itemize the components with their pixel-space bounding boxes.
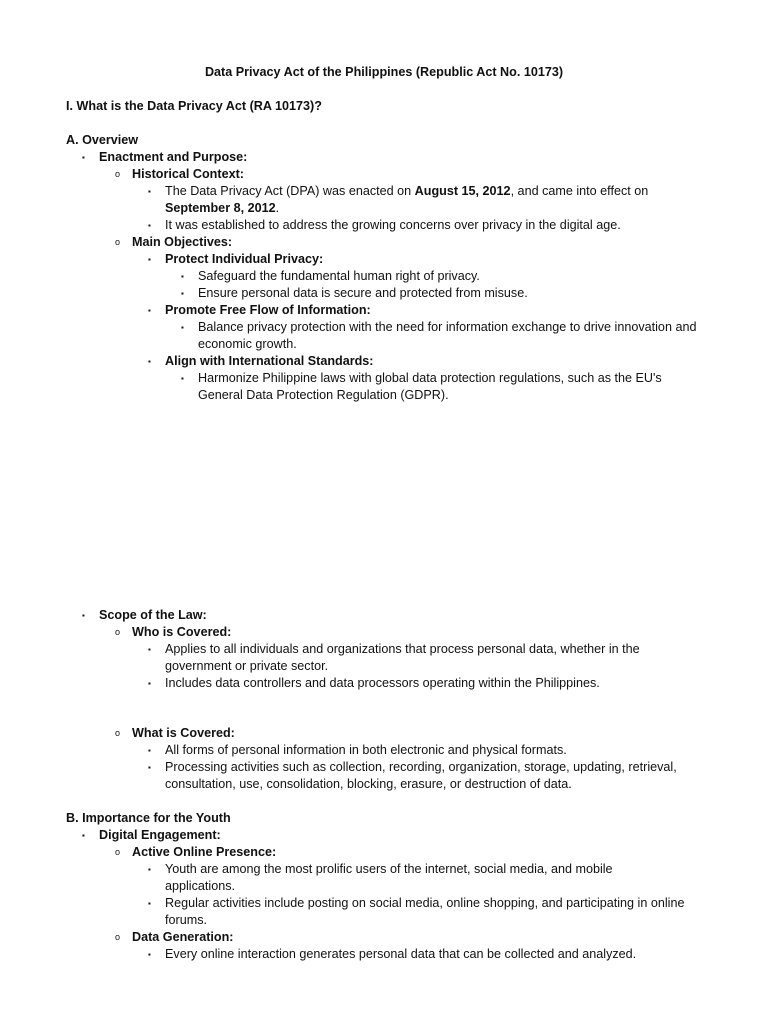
square-bullet-icon: ▪	[181, 289, 184, 298]
list-item: ▪ Includes data controllers and data processors operating within the Philippines.	[148, 676, 600, 690]
list-item: o Data Generation:	[115, 930, 234, 944]
square-bullet-icon: ▪	[148, 763, 151, 772]
list-item: ▪ Promote Free Flow of Information:	[148, 303, 371, 317]
circle-bullet-icon: o	[115, 847, 121, 857]
square-bullet-icon: ▪	[148, 357, 151, 366]
circle-bullet-icon: o	[115, 169, 121, 179]
list-item: o Main Objectives:	[115, 235, 233, 249]
square-bullet-icon: ▪	[181, 272, 184, 281]
square-bullet-icon: ▪	[82, 153, 85, 162]
list-item: ▪ Applies to all individuals and organizations that process personal data, whether in the government or private sector.	[148, 642, 640, 673]
list-item: ▪ Protect Individual Privacy:	[148, 252, 324, 266]
list-item: ▪ Balance privacy protection with the need for information exchange to drive innovation and economic growth.	[181, 320, 697, 351]
square-bullet-icon: ▪	[82, 831, 85, 840]
square-bullet-icon: ▪	[148, 950, 151, 959]
square-bullet-icon: ▪	[148, 306, 151, 315]
square-bullet-icon: ▪	[181, 374, 184, 383]
list-item: o What is Covered:	[115, 726, 235, 740]
square-bullet-icon: ▪	[181, 323, 184, 332]
subsection-heading-overview: A. Overview	[66, 133, 139, 147]
list-item: ▪ Harmonize Philippine laws with global data protection regulations, such as the EU's General Data Protection Regulation (GDPR).	[181, 371, 662, 402]
list-item: ▪ Processing activities such as collection, recording, organization, storage, updating, retrieval, consultation, use, consolidation, blocking, erasure, or destruction of data.	[148, 760, 677, 791]
overview-list	[0, 149, 768, 404]
square-bullet-icon: ▪	[148, 746, 151, 755]
square-bullet-icon: ▪	[148, 645, 151, 654]
square-bullet-icon: ▪	[148, 255, 151, 264]
document-title: Data Privacy Act of the Philippines (Republic Act No. 10173)	[204, 65, 564, 79]
circle-bullet-icon: o	[115, 237, 121, 247]
circle-bullet-icon: o	[115, 627, 121, 637]
list-item: o Who is Covered:	[115, 625, 232, 639]
list-item: o Historical Context:	[115, 167, 244, 181]
list-item: ▪ Safeguard the fundamental human right of privacy.	[181, 269, 480, 283]
importance-list	[0, 827, 768, 963]
square-bullet-icon: ▪	[148, 865, 151, 874]
square-bullet-icon: ▪	[148, 899, 151, 908]
circle-bullet-icon: o	[115, 728, 121, 738]
list-item: ▪ Enactment and Purpose:	[82, 150, 248, 164]
list-item: ▪ Ensure personal data is secure and protected from misuse.	[181, 286, 528, 300]
list-item: ▪ Digital Engagement:	[82, 828, 221, 842]
list-item: ▪ The Data Privacy Act (DPA) was enacted on August 15, 2012, and came into effect on September 8, 2012.	[148, 184, 649, 215]
subsection-heading-importance: B. Importance for the Youth	[66, 811, 231, 825]
list-item: ▪ All forms of personal information in both electronic and physical formats.	[148, 743, 567, 757]
square-bullet-icon: ▪	[82, 611, 85, 620]
scope-list	[0, 607, 768, 692]
list-item: ▪ Scope of the Law:	[82, 608, 207, 622]
section-heading-1: I. What is the Data Privacy Act (RA 10173)?	[66, 99, 322, 113]
square-bullet-icon: ▪	[148, 679, 151, 688]
what-covered-list	[0, 725, 768, 793]
list-item: ▪ Regular activities include posting on social media, online shopping, and participating in online forums.	[148, 896, 685, 927]
list-item: o Active Online Presence:	[115, 845, 277, 859]
square-bullet-icon: ▪	[148, 187, 151, 196]
list-item: ▪ It was established to address the growing concerns over privacy in the digital age.	[148, 218, 621, 232]
list-item: ▪ Youth are among the most prolific users of the internet, social media, and mobile applications.	[148, 862, 613, 893]
square-bullet-icon: ▪	[148, 221, 151, 230]
circle-bullet-icon: o	[115, 932, 121, 942]
list-item: ▪ Align with International Standards:	[148, 354, 374, 368]
list-item: ▪ Every online interaction generates personal data that can be collected and analyzed.	[148, 947, 637, 961]
